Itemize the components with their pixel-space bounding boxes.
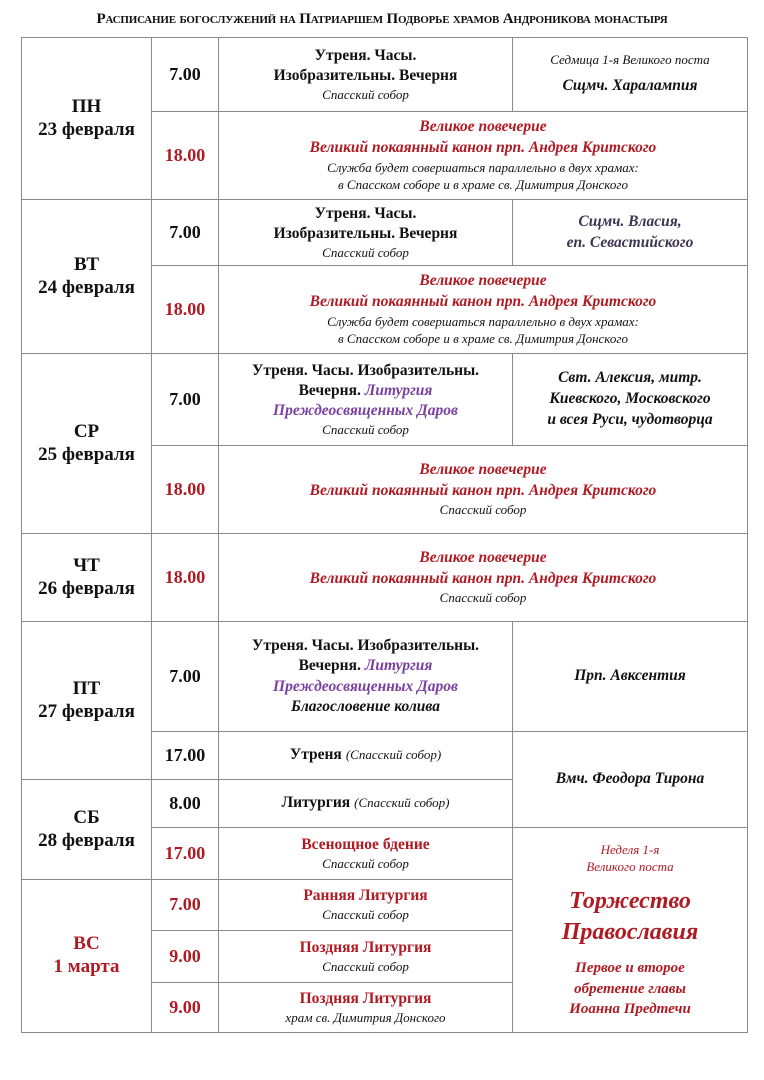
- service-name: [223, 656, 508, 676]
- day-date: 27 февраля: [38, 700, 135, 722]
- service-name: Утреня. Часы.: [314, 46, 417, 64]
- day-date: 23 февраля: [38, 118, 135, 140]
- service-time: 7.00: [152, 354, 219, 446]
- service-note: в Спасском соборе и в храме св. Димитрия Донского: [338, 331, 628, 347]
- service-note: в Спасском соборе и в храме св. Димитрия Донского: [338, 177, 628, 193]
- service-cell: [219, 780, 513, 828]
- table-row: [22, 622, 748, 732]
- day-abbr: СБ: [73, 806, 100, 828]
- service-cell: [219, 983, 513, 1033]
- service-cell: [219, 112, 748, 200]
- service-place: Спасский собор: [322, 421, 409, 437]
- commemoration-cell: [513, 732, 748, 828]
- commemoration-cell: [513, 622, 748, 732]
- service-name: Литургия: [281, 794, 351, 812]
- day-abbr: ПН: [71, 95, 102, 117]
- day-date: 26 февраля: [38, 577, 135, 599]
- feast-subtitle: Иоанна Предтечи: [569, 1000, 691, 1017]
- day-date: 1 марта: [53, 956, 120, 977]
- service-cell: [219, 931, 513, 983]
- service-name: Великое повечерие: [419, 461, 547, 479]
- service-name: Изобразительны. Вечерня: [273, 224, 458, 242]
- service-name: Великое повечерие: [419, 118, 547, 136]
- service-name: Всенощное бдение: [301, 835, 430, 853]
- liturgy-name: Преждеосвященных Даров: [273, 401, 458, 419]
- service-time: 17.00: [152, 732, 219, 780]
- service-cell: [219, 534, 748, 622]
- table-row: [22, 354, 748, 446]
- day-cell: [22, 200, 152, 354]
- saint-name: еп. Севастийского: [566, 233, 694, 251]
- saint-name: Прп. Авксентия: [574, 667, 686, 685]
- service-name: Великое повечерие: [419, 549, 547, 567]
- service-name: Утреня. Часы.: [314, 204, 417, 222]
- service-cell: [219, 446, 748, 534]
- service-cell: [219, 732, 513, 780]
- day-abbr: СР: [73, 420, 100, 442]
- service-name: [223, 381, 508, 401]
- table-row: [22, 38, 748, 112]
- service-name: Утреня. Часы. Изобразительны.: [251, 637, 480, 655]
- service-time: 9.00: [152, 931, 219, 983]
- day-abbr: ЧТ: [73, 554, 100, 576]
- service-place: Спасский собор: [439, 502, 527, 518]
- service-name: Утреня: [289, 746, 342, 764]
- commemoration-cell: [513, 200, 748, 266]
- service-cell: [219, 200, 513, 266]
- service-cell: [219, 622, 513, 732]
- service-time: 7.00: [152, 200, 219, 266]
- service-note: Служба будет совершаться параллельно в двух храмах:: [327, 313, 639, 329]
- saint-name: и всея Руси, чудотворца: [547, 410, 713, 428]
- day-abbr: ВТ: [73, 253, 100, 275]
- service-note: Служба будет совершаться параллельно в двух храмах:: [327, 159, 639, 175]
- service-name-part: Вечерня.: [298, 381, 361, 399]
- service-place: Спасский собор: [322, 244, 409, 260]
- service-name: Великий покаянный канон прп. Андрея Критского: [309, 138, 657, 156]
- saint-name: Свт. Алексия, митр.: [558, 369, 702, 387]
- day-date: 24 февраля: [38, 276, 135, 298]
- service-name-part: Вечерня.: [298, 657, 361, 675]
- service-name: Поздняя Литургия: [299, 989, 432, 1007]
- day-cell: [22, 354, 152, 534]
- saint-name: Вмч. Феодора Тирона: [555, 770, 705, 788]
- service-name: Изобразительны. Вечерня: [273, 66, 458, 84]
- service-cell: [219, 828, 513, 880]
- day-cell: [22, 38, 152, 200]
- service-name: Великий покаянный канон прп. Андрея Критского: [309, 481, 657, 499]
- service-name: Ранняя Литургия: [303, 887, 428, 905]
- lent-week: Седмица 1-я Великого поста: [550, 51, 710, 67]
- saint-name: Сщмч. Власия,: [578, 212, 682, 230]
- service-time: 7.00: [152, 880, 219, 931]
- service-place: Спасский собор: [322, 907, 409, 923]
- service-place: Спасский собор: [322, 86, 409, 102]
- day-cell: [22, 880, 152, 1033]
- commemoration-cell: [513, 354, 748, 446]
- day-cell: [22, 622, 152, 780]
- service-time: 18.00: [152, 534, 219, 622]
- blessing-note: Благословение колива: [291, 697, 440, 715]
- saint-name: Киевского, Московского: [549, 390, 711, 408]
- service-name: Великий покаянный канон прп. Андрея Критского: [309, 292, 657, 310]
- service-place: храм св. Димитрия Донского: [285, 1009, 446, 1025]
- table-row: [22, 534, 748, 622]
- feast-title-line: Торжество: [569, 887, 691, 914]
- commemoration-cell: [513, 38, 748, 112]
- service-cell: [219, 38, 513, 112]
- service-time: 8.00: [152, 780, 219, 828]
- feast-subtitle: обретение главы: [574, 980, 686, 997]
- service-time: 18.00: [152, 446, 219, 534]
- service-cell: [219, 266, 748, 354]
- liturgy-name: Литургия: [364, 381, 433, 399]
- page-title: Расписание богослужений на Патриаршем Подворье храмов Андроникова монастыря: [96, 11, 668, 27]
- service-time: 9.00: [152, 983, 219, 1033]
- service-place: Спасский собор: [322, 958, 409, 974]
- day-abbr: ВС: [73, 933, 100, 955]
- lent-week: Великого поста: [586, 859, 674, 875]
- day-abbr: ПТ: [72, 677, 101, 699]
- feast-title-line: Православия: [561, 919, 699, 946]
- service-time: 17.00: [152, 828, 219, 880]
- service-place: (Спасский собор): [345, 747, 442, 763]
- service-name: Великое повечерие: [419, 272, 547, 290]
- service-time: 18.00: [152, 266, 219, 354]
- service-time: 18.00: [152, 112, 219, 200]
- lent-week: Неделя 1-я: [600, 841, 660, 857]
- saint-name: Сщмч. Харалампия: [562, 77, 698, 95]
- day-cell: [22, 534, 152, 622]
- table-row: [22, 200, 748, 266]
- feast-subtitle: Первое и второе: [575, 960, 685, 977]
- service-name: Утреня. Часы. Изобразительны.: [251, 361, 480, 379]
- service-name: Поздняя Литургия: [299, 938, 432, 956]
- service-place: Спасский собор: [439, 590, 527, 606]
- service-time: 7.00: [152, 622, 219, 732]
- service-place: (Спасский собор): [354, 795, 450, 811]
- day-date: 28 февраля: [38, 829, 135, 851]
- service-place: Спасский собор: [322, 855, 409, 871]
- commemoration-cell: [513, 828, 748, 1033]
- liturgy-name: Литургия: [364, 657, 433, 675]
- feast-title: [517, 886, 743, 948]
- service-time: 7.00: [152, 38, 219, 112]
- day-date: 25 февраля: [38, 443, 135, 465]
- service-name: Великий покаянный канон прп. Андрея Критского: [309, 569, 657, 587]
- day-cell: [22, 780, 152, 880]
- schedule-table: [21, 37, 748, 1033]
- service-cell: [219, 880, 513, 931]
- service-cell: [219, 354, 513, 446]
- liturgy-name: Преждеосвященных Даров: [273, 677, 458, 695]
